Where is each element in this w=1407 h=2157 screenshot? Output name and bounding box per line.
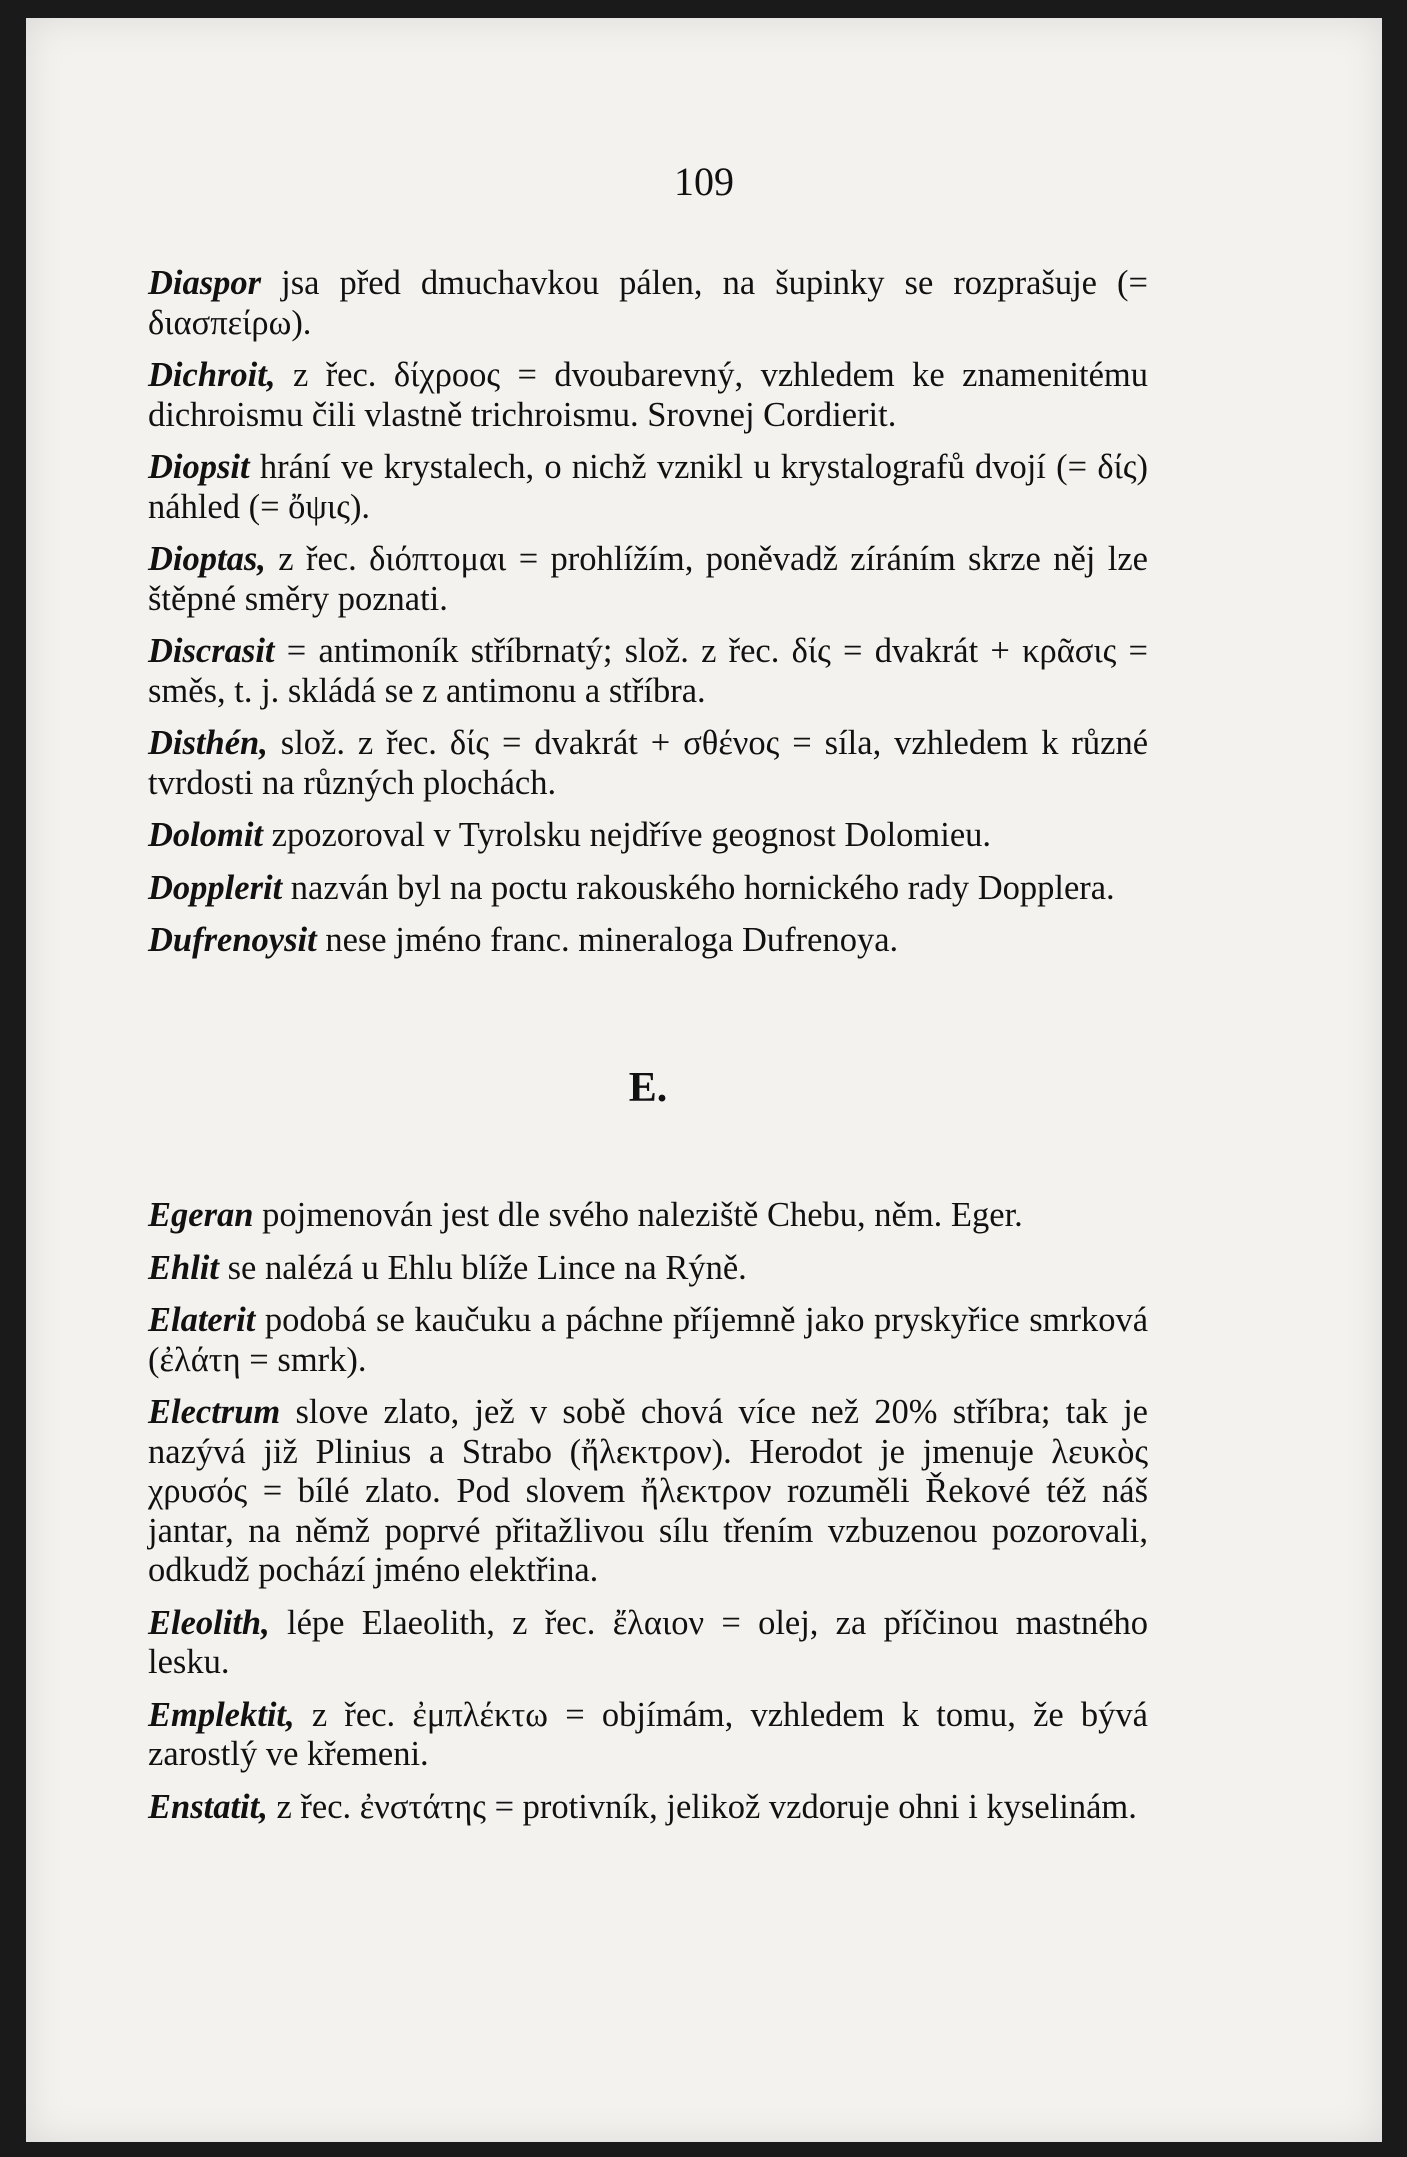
- entry-diaspor: [148, 264, 1148, 343]
- entry-term: Enstatit,: [148, 1787, 268, 1826]
- entry-ehlit: [148, 1249, 1148, 1289]
- entry-text: z řec. ἐνστάτης = protivník, jelikož vzdoruje ohni i kyselinám.: [276, 1787, 1137, 1826]
- entry-electrum: [148, 1393, 1148, 1591]
- entry-term: Dioptas,: [148, 540, 266, 578]
- entry-text: lépe Elaeolith, z řec. ἔλαιον = olej, za příčinou mastného lesku.: [148, 1603, 1149, 1681]
- entry-diopsit: [148, 448, 1148, 527]
- section-e-entries: [148, 1196, 1148, 1827]
- entry-text: hrání ve krystalech, o nichž vznikl u krystalografů dvojí (= δίς) náhled (= ὄψις).: [148, 448, 1149, 526]
- entry-egeran: [148, 1196, 1148, 1236]
- entry-text: se nalézá u Ehlu blíže Lince na Rýně.: [227, 1248, 747, 1287]
- entry-text: jsa před dmuchavkou pálen, na šupinky se rozprašuje (= διασπείρω).: [148, 264, 1149, 342]
- entry-eleolith: [148, 1604, 1148, 1683]
- entry-text: nazván byl na poctu rakouského hornického rady Dopplera.: [290, 868, 1115, 907]
- entry-elaterit: [148, 1301, 1148, 1380]
- entry-term: Electrum: [148, 1393, 281, 1431]
- entry-text: podobá se kaučuku a páchne příjemně jako pryskyřice smrková (ἐλάτη = smrk).: [148, 1301, 1149, 1379]
- entry-text: nese jméno franc. mineraloga Dufrenoya.: [325, 921, 899, 959]
- page-content: [148, 264, 1148, 1840]
- entry-dolomit: [148, 816, 1148, 856]
- entry-term: Ehlit: [148, 1248, 219, 1287]
- entry-text: z řec. διόπτομαι = prohlížím, poněvadž zíráním skrze něj lze štěpné směry poznati.: [148, 540, 1148, 618]
- entry-dioptas: [148, 540, 1148, 619]
- entry-term: Egeran: [148, 1196, 254, 1234]
- entry-text: pojmenován jest dle svého naleziště Chebu, něm. Eger.: [262, 1196, 1023, 1234]
- entry-disthen: [148, 724, 1148, 803]
- page-number: 109: [674, 159, 734, 204]
- entry-term: Dichroit,: [148, 356, 276, 394]
- entry-discrasit: [148, 632, 1148, 711]
- entry-text: zpozoroval v Tyrolsku nejdříve geognost Dolomieu.: [271, 816, 992, 854]
- entry-term: Elaterit: [148, 1301, 256, 1339]
- entry-term: Dufrenoysit: [148, 921, 317, 959]
- entry-text: slož. z řec. δίς = dvakrát + σθένος = síla, vzhledem k různé tvrdosti na různých plochách.: [148, 724, 1149, 802]
- entry-dopplerit: [148, 869, 1148, 909]
- entry-emplektit: [148, 1696, 1148, 1775]
- entry-term: Emplektit,: [148, 1695, 295, 1734]
- section-d-entries: [148, 264, 1148, 961]
- section-heading: E.: [628, 1064, 668, 1111]
- entry-dichroit: [148, 356, 1148, 435]
- entry-text: z řec. ἐμπλέκτω = objímám, vzhledem k tomu, že bývá zarostlý ve křemeni.: [148, 1695, 1148, 1773]
- entry-text: slove zlato, jež v sobě chová více než 20% stříbra; tak je nazývá již Plinius a Strabo (ἤλεκτρον). Herodot je jmenuje λευκὸς χρυσός = bílé zlato. Pod slovem ἤλεκτρον rozuměli Řekové též náš jantar, na němž poprvé přitažlivou sílu třením vzbuzenou pozorovali, odkudž pochází jméno elektřina.: [148, 1393, 1148, 1589]
- entry-term: Discrasit: [148, 632, 275, 670]
- entry-dufrenoysit: [148, 921, 1148, 961]
- entry-term: Diaspor: [148, 264, 262, 302]
- book-page: [26, 18, 1382, 2142]
- entry-term: Diopsit: [148, 448, 250, 486]
- entry-enstatit: [148, 1788, 1148, 1828]
- entry-term: Eleolith,: [148, 1603, 270, 1642]
- entry-term: Disthén,: [148, 724, 268, 762]
- entry-term: Dolomit: [148, 816, 264, 854]
- entry-text: z řec. δίχροος = dvoubarevný, vzhledem ke znamenitému dichroismu čili vlastně trichroismu. Srovnej Cordierit.: [148, 356, 1149, 434]
- entry-text: = antimoník stříbrnatý; slož. z řec. δίς = dvakrát + κρᾶσις = směs, t. j. skládá se z antimonu a stříbra.: [148, 632, 1149, 710]
- entry-term: Dopplerit: [148, 868, 283, 907]
